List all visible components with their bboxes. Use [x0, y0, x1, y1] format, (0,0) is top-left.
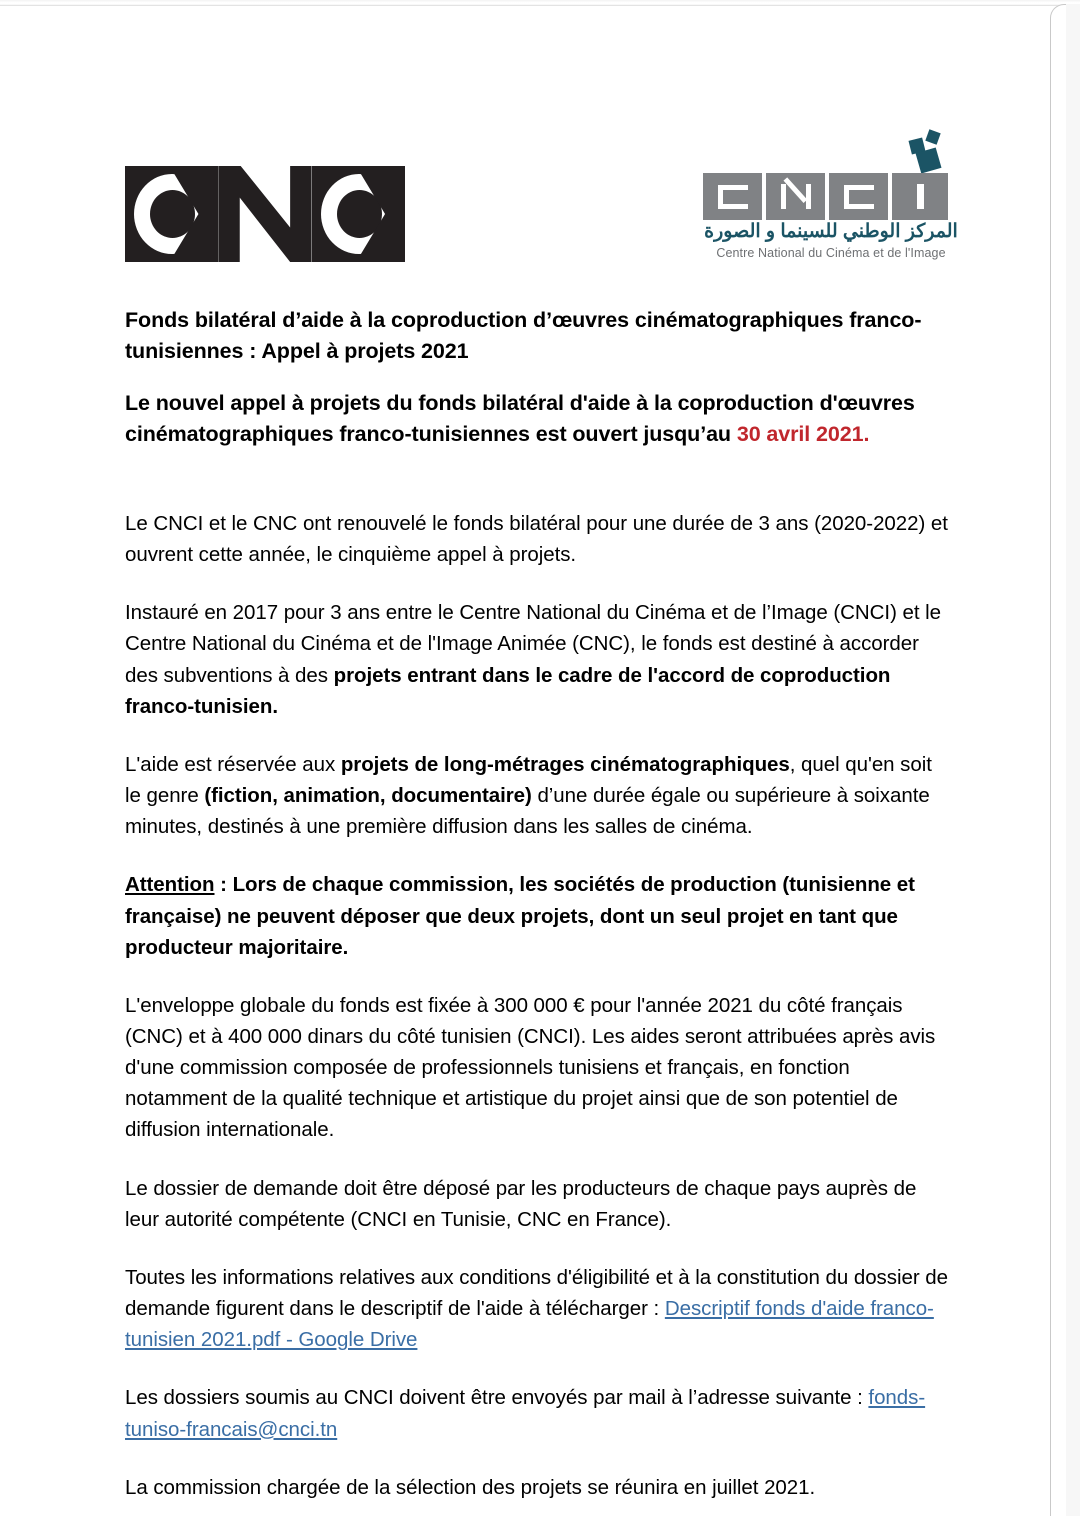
body-paragraph	[125, 508, 951, 570]
body-paragraph	[125, 1382, 951, 1444]
paragraph-list	[125, 508, 951, 1503]
body-text: d’une durée égale ou supérieure à soixante minutes, destinés à une première diffusion dans les salles de cinéma.	[125, 784, 930, 839]
body-text: L'aide est réservée aux	[125, 752, 341, 776]
body-paragraph	[125, 1173, 951, 1235]
page-title: Fonds bilatéral d’aide à la coproduction d’œuvres cinématographiques franco-tunisiennes : Appel à projets 2021	[125, 308, 922, 363]
body-text: Toutes les informations relatives aux conditions d'éligibilité et à la constitution du dossier de demande figurent dans le descriptif de l'aide à télécharger :	[125, 1265, 948, 1321]
cnci-logo-arabic-name: المركز الوطني للسينما و الصورة	[704, 221, 958, 242]
cnci-logo-letter-n	[766, 173, 825, 220]
emphasis-attention: Attention	[125, 873, 215, 897]
emphasis-bold: projets entrant dans le cadre de l'accord de coproduction franco-tunisien.	[125, 663, 891, 718]
logo-header	[0, 118, 1050, 268]
body-text: Instauré en 2017 pour 3 ans entre le Centre National du Cinéma et de l’Image (CNCI) et le Centre National du Cinéma et de l'Image Animée (CNC), le fonds est destiné à accorder des subventions à des	[125, 601, 942, 687]
body-paragraph	[125, 1472, 951, 1503]
lede-paragraph	[125, 388, 951, 450]
cnc-logo-letter-c-2	[312, 166, 405, 262]
emphasis-bold: projets de long-métrages cinématographiques	[340, 752, 790, 776]
body-text: Le dossier de demande doit être déposé par les producteurs de chaque pays auprès de leur autorité compétente (CNCI en Tunisie, CNC en France).	[125, 1176, 917, 1231]
emphasis-bold: (fiction, animation, documentaire)	[204, 784, 532, 808]
body-text: La commission chargée de la sélection des projets se réunira en juillet 2021.	[125, 1475, 816, 1499]
body-text: , quel qu'en soit le genre	[125, 752, 932, 808]
body-paragraph	[125, 749, 951, 842]
body-link[interactable]: Descriptif fonds d'aide franco-tunisien 2021.pdf - Google Drive	[125, 1297, 934, 1352]
emphasis-bold: : Lors de chaque commission, les sociétés de production (tunisienne et française) ne peuvent déposer que deux projets, dont un seul projet en tant que producteur majoritaire.	[125, 873, 915, 959]
cnci-logo-letter-c-1	[703, 173, 762, 220]
cnc-logo-letter-n	[218, 166, 311, 262]
cnc-logo	[125, 166, 405, 262]
cnci-logo	[700, 128, 962, 268]
deadline-date: 30 avril 2021.	[736, 421, 870, 446]
cnci-logo-squares-icon	[905, 131, 947, 175]
cnci-logo-letter-i	[892, 173, 948, 220]
body-paragraph	[125, 1262, 951, 1355]
body-link[interactable]: fonds-tuniso-francais@cnci.tn	[125, 1386, 926, 1441]
cnci-logo-letter-c-2	[829, 173, 888, 220]
body-paragraph	[125, 869, 951, 962]
body-paragraph	[125, 597, 951, 722]
lede-text: Le nouvel appel à projets du fonds bilatéral d'aide à la coproduction d'œuvres cinématographiques franco-tunisiennes est ouvert jusqu’au	[125, 391, 915, 446]
cnci-logo-blocks	[703, 173, 948, 220]
body-text: Les dossiers soumis au CNCI doivent être envoyés par mail à l’adresse suivante :	[125, 1386, 869, 1410]
body-paragraph	[125, 990, 951, 1146]
article-body	[125, 305, 951, 1503]
body-text: Le CNCI et le CNC ont renouvelé le fonds bilatéral pour une durée de 3 ans (2020-2022) et ouvrent cette année, le cinquième appel à projets.	[125, 511, 948, 567]
body-text: L'enveloppe globale du fonds est fixée à 300 000 € pour l'année 2021 du côté français (CNC) et à 400 000 dinars du côté tunisien (CNCI). Les aides seront attribuées après avis d'une commission composée de professionnels tunisiens et français, en fonction notamment de la qualité technique et artistique du projet ainsi que de son potentiel de diffusion internationale.	[125, 993, 936, 1142]
cnc-logo-letter-c-1	[125, 166, 218, 262]
cnci-logo-french-name: Centre National du Cinéma et de l'Image	[716, 246, 946, 260]
right-panel-gutter	[1066, 4, 1080, 1516]
